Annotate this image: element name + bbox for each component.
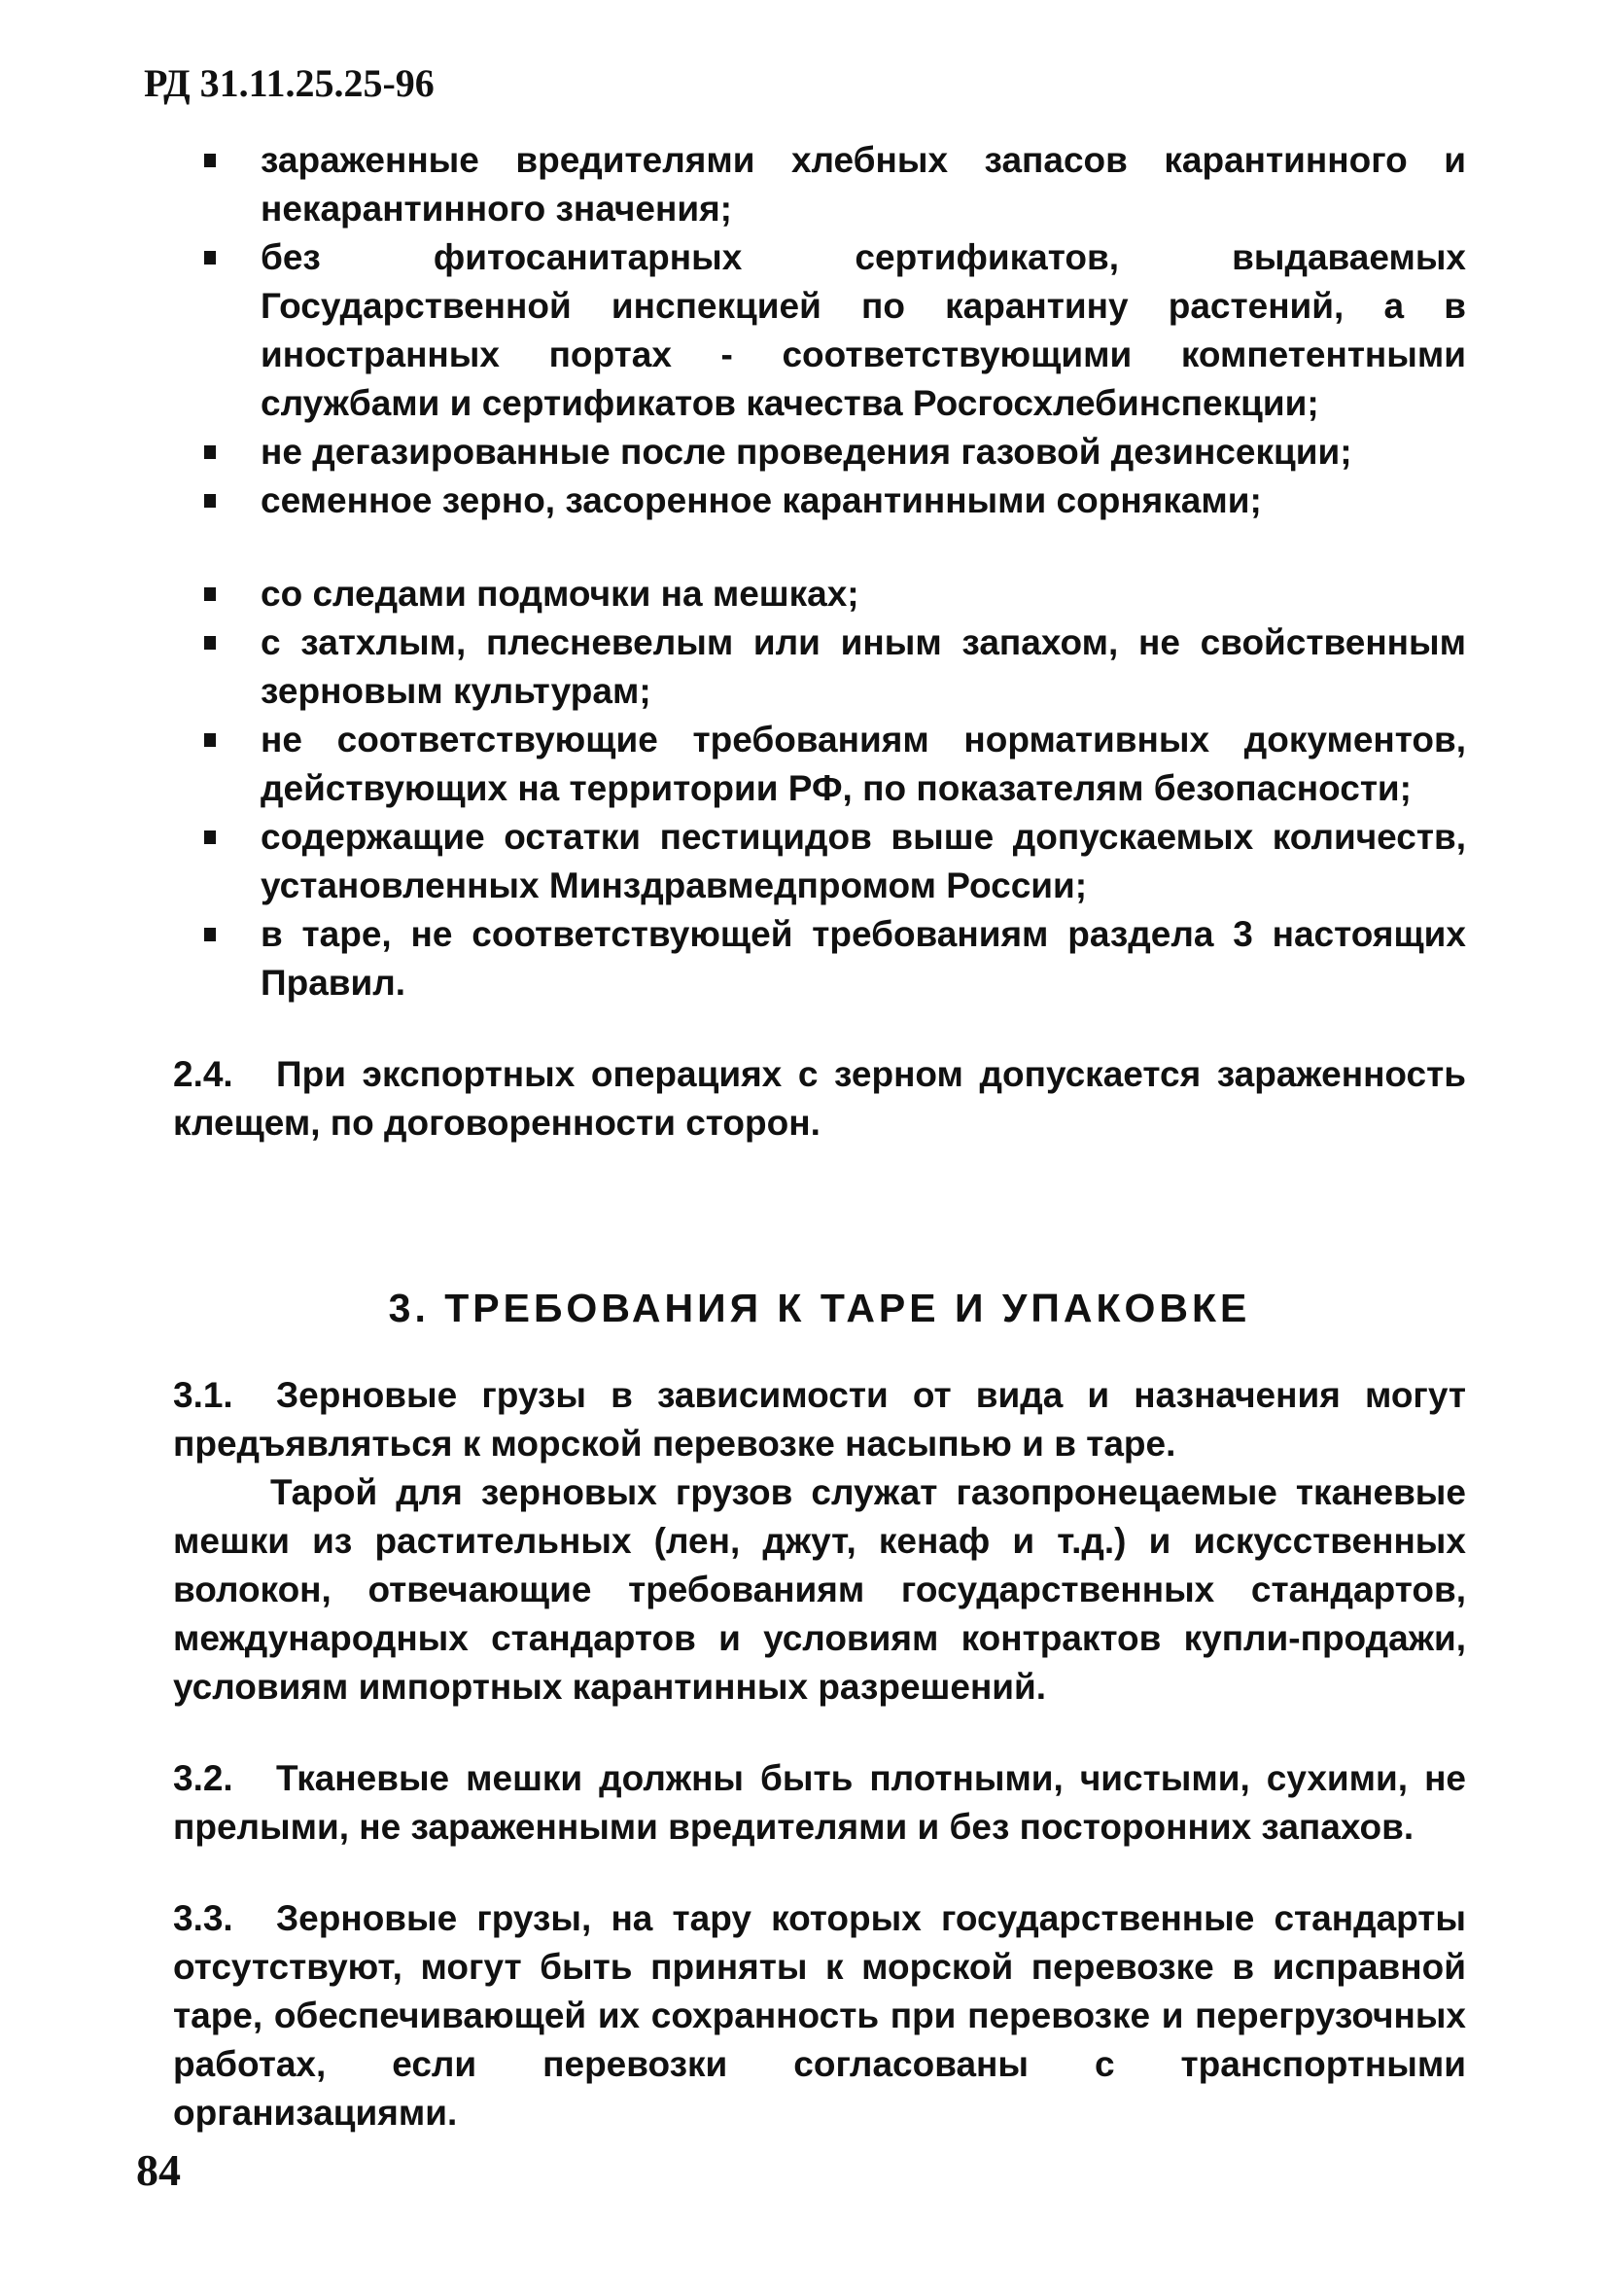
spacer xyxy=(173,1332,1466,1371)
paragraph-text: Тканевые мешки должны быть плотными, чистыми, сухими, не прелыми, не зараженными вредителями и без посторонних запахов. xyxy=(173,1758,1466,1847)
list-item-text: со следами подмочки на мешках; xyxy=(261,574,859,614)
bullet-marker xyxy=(204,494,216,508)
list-item xyxy=(173,136,1466,233)
list-item-text: не дегазированные после проведения газовой дезинсекции; xyxy=(261,432,1352,472)
bullet-marker xyxy=(204,830,216,844)
list-item xyxy=(173,813,1466,910)
paragraph-number: 2.4. xyxy=(173,1054,233,1094)
list-item-text: в таре, не соответствующей требованиям раздела 3 настоящих Правил. xyxy=(261,914,1466,1003)
list-item-text: с затхлым, плесневелым или иным запахом, не свойственным зерновым культурам; xyxy=(261,622,1466,711)
paragraph-3-3 xyxy=(173,1894,1466,2137)
paragraph-2-4 xyxy=(173,1050,1466,1148)
list-item-text: содержащие остатки пестицидов выше допускаемых количеств, установленных Минздравмедпромом России; xyxy=(261,817,1466,905)
bullet-list-group-1 xyxy=(173,136,1466,525)
bullet-list-group-2 xyxy=(173,570,1466,1007)
list-item xyxy=(173,618,1466,716)
list-item-text: зараженные вредителями хлебных запасов карантинного и некарантинного значения; xyxy=(261,140,1466,229)
bullet-marker xyxy=(204,636,216,650)
paragraph-text: Зерновые грузы, на тару которых государственные стандарты отсутствуют, могут быть приняты к морской перевозке в исправной таре, обеспечивающей их сохранность при перевозке и перегрузочных работах, если перевозки согласованы с транспортными организациями. xyxy=(173,1898,1466,2133)
paragraph-text: Зерновые грузы в зависимости от вида и назначения могут предъявляться к морской перевозке насыпью и в таре. xyxy=(173,1375,1466,1464)
list-item xyxy=(173,477,1466,525)
paragraph-3-1 xyxy=(173,1371,1466,1468)
paragraph-number: 3.3. xyxy=(173,1898,233,1938)
list-item xyxy=(173,570,1466,618)
list-item xyxy=(173,233,1466,428)
bullet-marker xyxy=(204,445,216,459)
spacer xyxy=(173,1712,1466,1754)
bullet-marker xyxy=(204,733,216,747)
paragraph-number: 3.2. xyxy=(173,1758,233,1798)
bullet-marker xyxy=(204,928,216,941)
list-item xyxy=(173,910,1466,1007)
paragraph-text: При экспортных операциях с зерном допускается зараженность клещем, по договоренности сторон. xyxy=(173,1054,1466,1143)
paragraph-3-1-continuation: Тарой для зерновых грузов служат газопронецаемые тканевые мешки из растительных (лен, джут, кенаф и т.д.) и искусственных волокон, отвечающие требованиям государственных стандартов, международных стандартов и условиям контрактов купли-продажи, условиям импортных карантинных разрешений. xyxy=(173,1472,1466,1707)
bullet-marker xyxy=(204,251,216,265)
bullet-marker xyxy=(204,154,216,167)
list-item-text: без фитосанитарных сертификатов, выдаваемых Государственной инспекцией по карантину растений, а в иностранных портах - соответствующими компетентными службами и сертификатов качества Росгосхлебинспекции; xyxy=(261,237,1466,423)
page-number: 84 xyxy=(136,2145,181,2195)
list-item-text: не соответствующие требованиям нормативных документов, действующих на территории РФ, по показателям безопасности; xyxy=(261,720,1466,808)
section-heading: 3. ТРЕБОВАНИЯ К ТАРЕ И УПАКОВКЕ xyxy=(388,1286,1251,1330)
spacer xyxy=(173,1007,1466,1050)
spacer xyxy=(173,1148,1466,1284)
bullet-marker xyxy=(204,587,216,601)
spacer xyxy=(173,525,1466,570)
paragraph-3-2 xyxy=(173,1754,1466,1852)
list-item-text: семенное зерно, засоренное карантинными сорняками; xyxy=(261,480,1262,520)
list-item xyxy=(173,428,1466,477)
paragraph-number: 3.1. xyxy=(173,1375,233,1415)
document-code-header: РД 31.11.25.25-96 xyxy=(144,61,435,105)
spacer xyxy=(173,1852,1466,1894)
list-item xyxy=(173,716,1466,813)
page-content xyxy=(173,136,1466,2137)
